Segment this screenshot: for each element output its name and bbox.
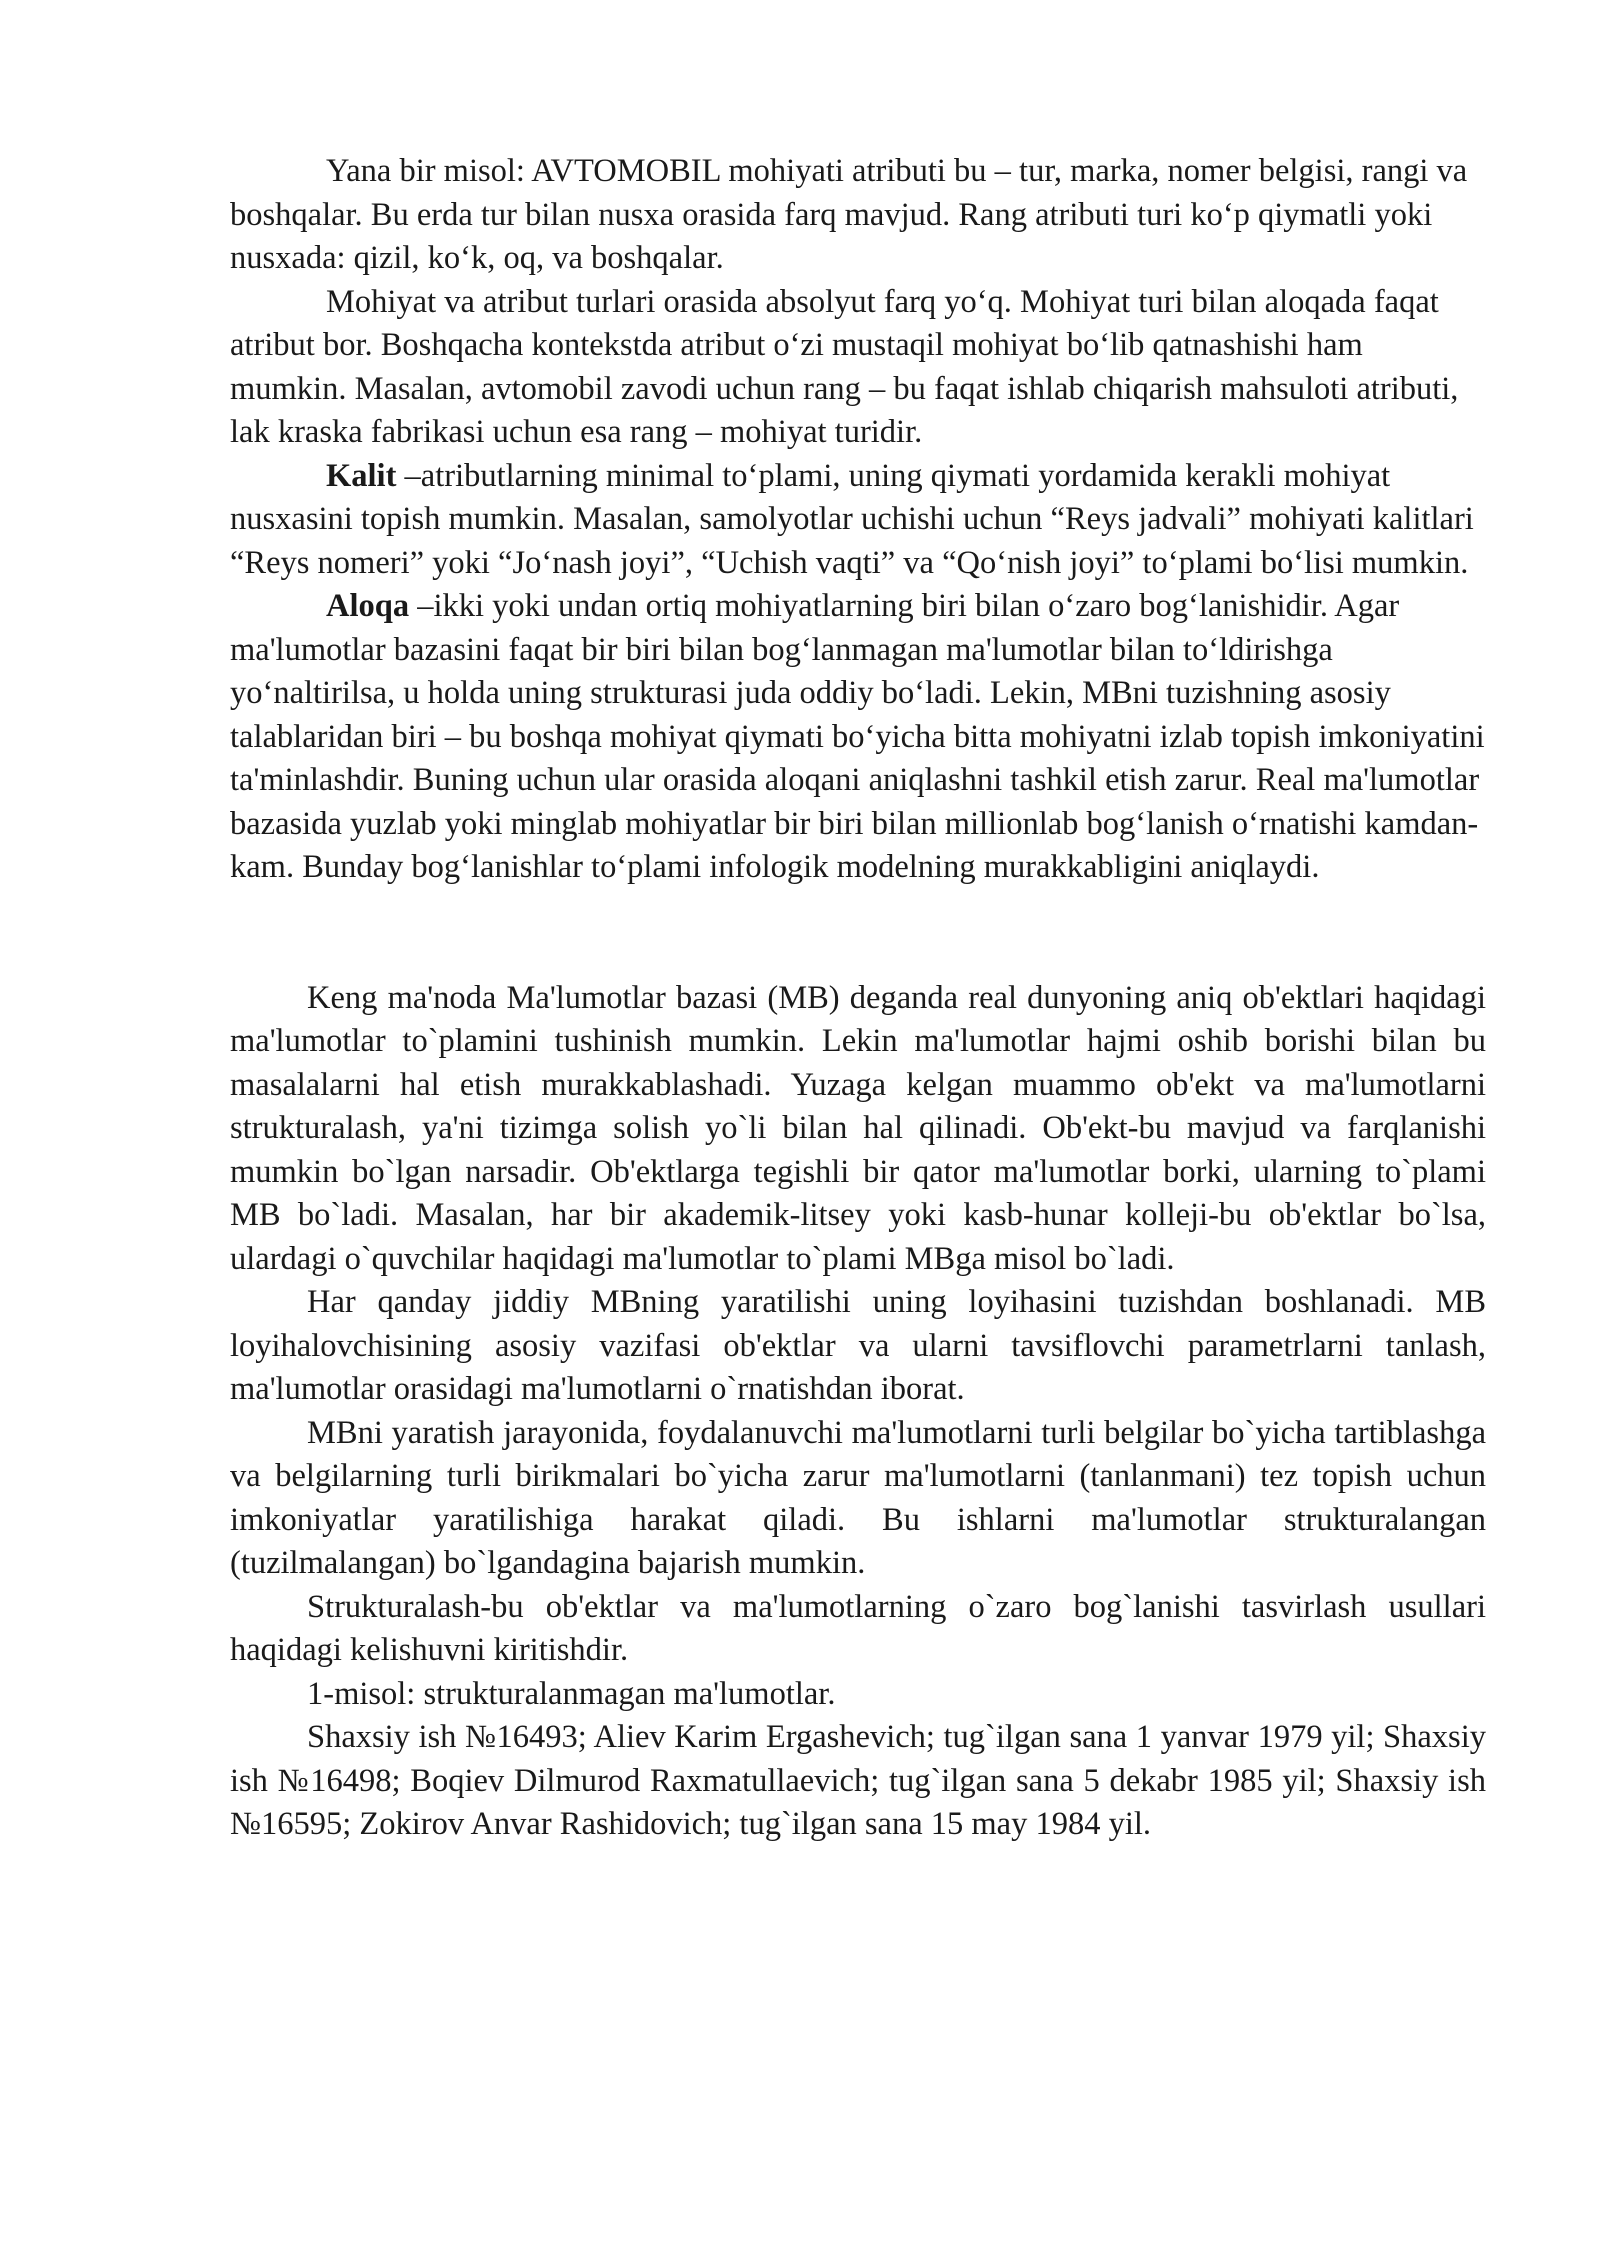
paragraph-key-definition [230,455,1486,586]
document-page [230,150,1486,1847]
relation-definition-text: –ikki yoki undan ortiq mohiyatlarning biri bilan oʻzaro bogʻlanishidir. Agar ma'lumotlar bazasini faqat bir biri bilan bogʻlanmagan ma'lumotlar bilan toʻldirishga yoʻnaltirilsa, u holda uning strukturasi juda oddiy boʻladi. Lekin, MBni tuzishning asosiy talablaridan biri – bu boshqa mohiyat qiymati boʻyicha bitta mohiyatni izlab topish imkoniyatini ta'minlashdir. Buning uchun ular orasida aloqani aniqlashni tashkil etish zarur. Real ma'lumotlar bazasida yuzlab yoki minglab mohiyatlar bir biri bilan millionlab bogʻlanish oʻrnatishi kamdan-kam. Bunday bogʻlanishlar toʻplami infologik modelning murakkabligini aniqlaydi. [230,588,1485,885]
paragraph-database-creation: MBni yaratish jarayonida, foydalanuvchi ma'lumotlarni turli belgilar bo`yicha tartiblashga va belgilarning turli birikmalari bo`yicha zarur ma'lumotlarni (tanlanmani) tez topish uchun imkoniyatlar yaratilishiga harakat qiladi. Bu ishlarni ma'lumotlar strukturalangan (tuzilmalangan) bo`lgandagina bajarish mumkin. [230,1414,1486,1581]
section-spacer [230,890,1486,977]
key-definition-text: –atributlarning minimal toʻplami, uning qiymati yordamida kerakli mohiyat nusxasini topish mumkin. Masalan, samolyotlar uchishi uchun “Reys jadvali” mohiyati kalitlari “Reys nomeri” yoki “Joʻnash joyi”, “Uchish vaqti” va “Qoʻnish joyi” toʻplami boʻlisi mumkin. [230,457,1474,581]
paragraph-unstructured-data-example: Shaxsiy ish №16493; Aliev Karim Ergashevich; tug`ilgan sana 1 yanvar 1979 yil; Shaxsiy ish №16498; Boqiev Dilmurod Raxmatullaevich; tug`ilgan sana 5 dekabr 1985 yil; Shaxsiy ish №16595; Zokirov Anvar Rashidovich; tug`ilgan sana 15 may 1984 yil. [230,1719,1486,1842]
paragraph-relation-definition [230,585,1486,890]
paragraph-avtomobil-example: Yana bir misol: AVTOMOBIL mohiyati atributi bu – tur, marka, nomer belgisi, rangi va boshqalar. Bu erda tur bilan nusxa orasida farq mavjud. Rang atributi turi koʻp qiymatli yoki nusxada: qizil, koʻk, oq, va boshqalar. [230,153,1468,276]
entities-section [230,150,1486,890]
database-section [230,977,1486,1847]
term-kalit: Kalit [326,457,397,494]
paragraph-structuring-definition: Strukturalash-bu ob'ektlar va ma'lumotlarning o`zaro bog`lanishi tasvirlash usullari haqidagi kelishuvni kiritishdir. [230,1588,1486,1668]
paragraph-example-heading: 1-misol: strukturalanmagan ma'lumotlar. [307,1675,836,1712]
paragraph-entity-attribute-difference: Mohiyat va atribut turlari orasida absolyut farq yoʻq. Mohiyat turi bilan aloqada faqat atribut bor. Boshqacha kontekstda atribut oʻzi mustaqil mohiyat boʻlib qatnashishi ham mumkin. Masalan, avtomobil zavodi uchun rang – bu faqat ishlab chiqarish mahsuloti atributi, lak kraska fabrikasi uchun esa rang – mohiyat turidir. [230,283,1459,450]
paragraph-database-definition: Keng ma'noda Ma'lumotlar bazasi (MB) deganda real dunyoning aniq ob'ektlari haqidagi ma'lumotlar to`plamini tushinish mumkin. Lekin ma'lumotlar hajmi oshib borishi bilan bu masalalarni hal etish murakkablashadi. Yuzaga kelgan muammo ob'ekt va ma'lumotlarni strukturalash, ya'ni tizimga solish yo`li bilan hal qilinadi. Ob'ekt-bu mavjud va farqlanishi mumkin bo`lgan narsadir. Ob'ektlarga tegishli bir qator ma'lumotlar borki, ularning to`plami MB bo`ladi. Masalan, har bir akademik-litsey yoki kasb-hunar kolleji-bu ob'ektlar bo`lsa, ulardagi o`quvchilar haqidagi ma'lumotlar to`plami MBga misol bo`ladi. [230,979,1486,1277]
paragraph-database-design: Har qanday jiddiy MBning yaratilishi uning loyihasini tuzishdan boshlanadi. MB loyihalovchisining asosiy vazifasi ob'ektlar va ularni tavsiflovchi parametrlarni tanlash, ma'lumotlar orasidagi ma'lumotlarni o`rnatishdan iborat. [230,1284,1486,1407]
term-aloqa: Aloqa [326,588,410,624]
